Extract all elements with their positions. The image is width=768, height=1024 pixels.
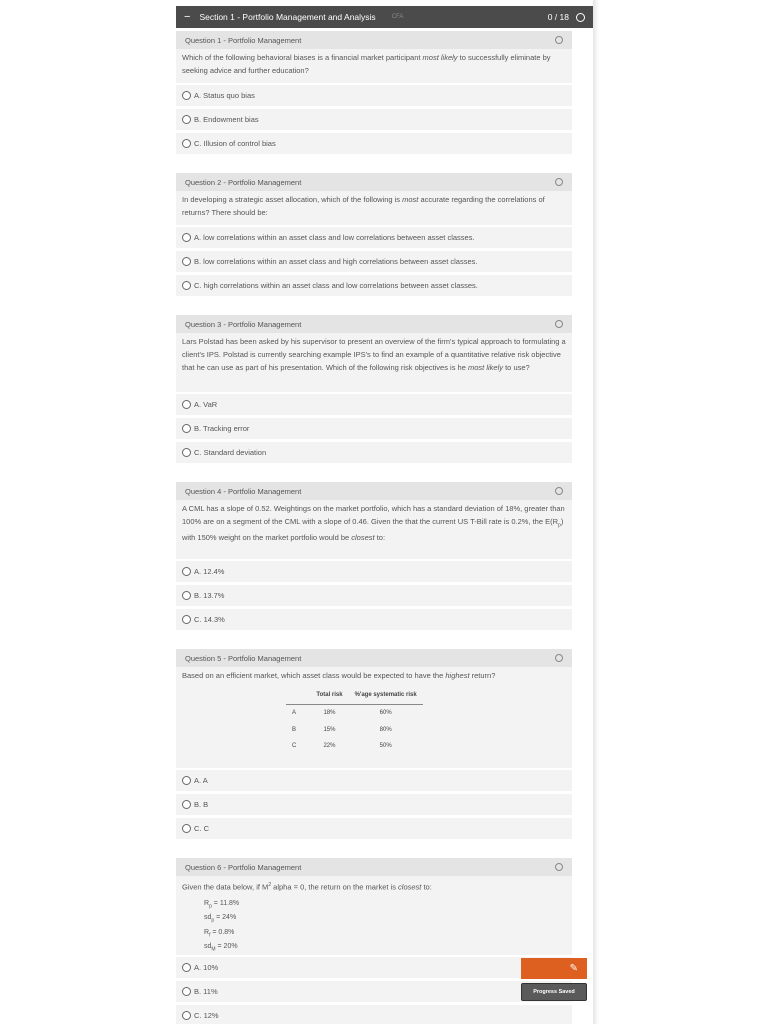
- section-status-icon: [576, 13, 585, 22]
- answer-option[interactable]: A. 10%: [176, 956, 572, 978]
- answer-option[interactable]: A. VaR: [176, 393, 572, 415]
- page-shadow: [593, 0, 599, 1024]
- section-progress: 0 / 18: [547, 12, 569, 22]
- question-text: A CML has a slope of 0.52. Weightings on the market portfolio, which has a standard deviation of 18%, greater than 100% are on a segment of the CML with a slope of 0.46. Given the that the current US T-Bill rate is 0.2%, the $E(R_p)$ with 150% weight on the market portfolio would be closest to:: [176, 500, 572, 559]
- question-text: Based on an efficient market, which asset class would be expected to have the highest return? Total risk %'age systematic risk A 18% 60% B 15% 80% C 22% 50%: [176, 667, 572, 768]
- question-title: Question 5 - Portfolio Management: [185, 653, 302, 663]
- question-text: Which of the following behavioral biases is a financial market participant most likely to successfully eliminate by seeking advice and further education?: [176, 49, 572, 83]
- table-header: %'age systematic risk: [349, 689, 423, 704]
- given-item: $sd_M = 20\%$: [204, 943, 238, 953]
- pencil-icon: ✎: [569, 963, 578, 974]
- radio-button[interactable]: [182, 776, 191, 785]
- question-text: Given the data below, if $M^2$ alpha = 0, the return on the market is closest to: $R_p = 11.8\%$ $sd_p = 24\%$ $R_f = 0.8\%$ $sd_M = 20\%$: [176, 876, 572, 955]
- section-header[interactable]: [176, 6, 593, 28]
- question-text: In developing a strategic asset allocation, which of the following is most accurate regarding the correlations of returns? There should be:: [176, 191, 572, 225]
- answer-option[interactable]: C. Illusion of control bias: [176, 132, 572, 154]
- radio-button[interactable]: [182, 139, 191, 148]
- answer-option[interactable]: B. 11%: [176, 980, 572, 1002]
- section-tag: CFA: [391, 14, 404, 20]
- section-title: Section 1 - Portfolio Management and Analysis: [199, 12, 376, 22]
- question-header: [176, 482, 572, 500]
- radio-button[interactable]: [182, 963, 191, 972]
- radio-button[interactable]: [182, 281, 191, 290]
- answer-option[interactable]: C. 14.3%: [176, 608, 572, 630]
- given-item: $sd_p = 24\%$: [204, 914, 237, 924]
- answer-option[interactable]: C. Standard deviation: [176, 441, 572, 463]
- given-data: [204, 898, 239, 956]
- answer-option[interactable]: A. A: [176, 769, 572, 791]
- radio-button[interactable]: [182, 91, 191, 100]
- exam-container: [176, 0, 593, 1024]
- answer-option[interactable]: A. 12.4%: [176, 560, 572, 582]
- risk-table: [286, 689, 423, 755]
- flag-icon[interactable]: [555, 654, 563, 662]
- table-header: [286, 689, 310, 704]
- question-title: Question 4 - Portfolio Management: [185, 486, 302, 496]
- answer-option[interactable]: C. C: [176, 817, 572, 839]
- flag-icon[interactable]: [555, 36, 563, 44]
- radio-button[interactable]: [182, 233, 191, 242]
- radio-button[interactable]: [182, 115, 191, 124]
- question-header: [176, 31, 572, 49]
- question-header: [176, 858, 572, 876]
- collapse-icon[interactable]: −: [184, 10, 191, 23]
- answer-option[interactable]: B. 13.7%: [176, 584, 572, 606]
- answer-option[interactable]: C. 12%: [176, 1004, 572, 1024]
- radio-button[interactable]: [182, 615, 191, 624]
- question-title: Question 3 - Portfolio Management: [185, 319, 302, 329]
- radio-button[interactable]: [182, 400, 191, 409]
- given-item: $R_f = 0.8\%$: [204, 928, 235, 939]
- answer-option[interactable]: B. Tracking error: [176, 417, 572, 439]
- question-header: [176, 315, 572, 333]
- answer-option[interactable]: A. Status quo bias: [176, 84, 572, 106]
- flag-icon[interactable]: [555, 320, 563, 328]
- answer-option[interactable]: B. Endowment bias: [176, 108, 572, 130]
- radio-button[interactable]: [182, 424, 191, 433]
- radio-button[interactable]: [182, 567, 191, 576]
- question-title: Question 6 - Portfolio Management: [185, 862, 302, 872]
- question-header: [176, 173, 572, 191]
- radio-button[interactable]: [182, 800, 191, 809]
- progress-saved-button[interactable]: Progress Saved: [521, 983, 587, 1001]
- flag-icon[interactable]: [555, 863, 563, 871]
- question-text: Lars Polstad has been asked by his supervisor to present an overview of the firm's typical approach to formulating a client's IPS. Polstad is currently searching example IPS's to find an example of a quantitative relative risk objective that he can use as part of his presentation. Which of the following risk objectives is he most likely to use?: [176, 333, 572, 392]
- radio-button[interactable]: [182, 824, 191, 833]
- table-row: A 18% 60%: [292, 709, 392, 716]
- radio-button[interactable]: [182, 448, 191, 457]
- radio-button[interactable]: [182, 257, 191, 266]
- given-item: $R_p = 11.8\%$: [204, 900, 240, 910]
- radio-button[interactable]: [182, 591, 191, 600]
- question-title: Question 2 - Portfolio Management: [185, 177, 302, 187]
- flag-icon[interactable]: [555, 487, 563, 495]
- table-row: C 22% 50%: [292, 743, 392, 750]
- answer-option[interactable]: B. low correlations within an asset class and high correlations between asset classes.: [176, 250, 572, 272]
- question-header: [176, 649, 572, 667]
- table-row: B 15% 80%: [292, 726, 392, 733]
- edit-button[interactable]: [521, 958, 587, 979]
- answer-option[interactable]: C. high correlations within an asset class and low correlations between asset classes.: [176, 274, 572, 296]
- answer-option[interactable]: A. low correlations within an asset class and low correlations between asset classes.: [176, 226, 572, 248]
- radio-button[interactable]: [182, 987, 191, 996]
- answer-option[interactable]: B. B: [176, 793, 572, 815]
- question-title: Question 1 - Portfolio Management: [185, 35, 302, 45]
- table-header: Total risk: [310, 689, 348, 704]
- flag-icon[interactable]: [555, 178, 563, 186]
- radio-button[interactable]: [182, 1011, 191, 1020]
